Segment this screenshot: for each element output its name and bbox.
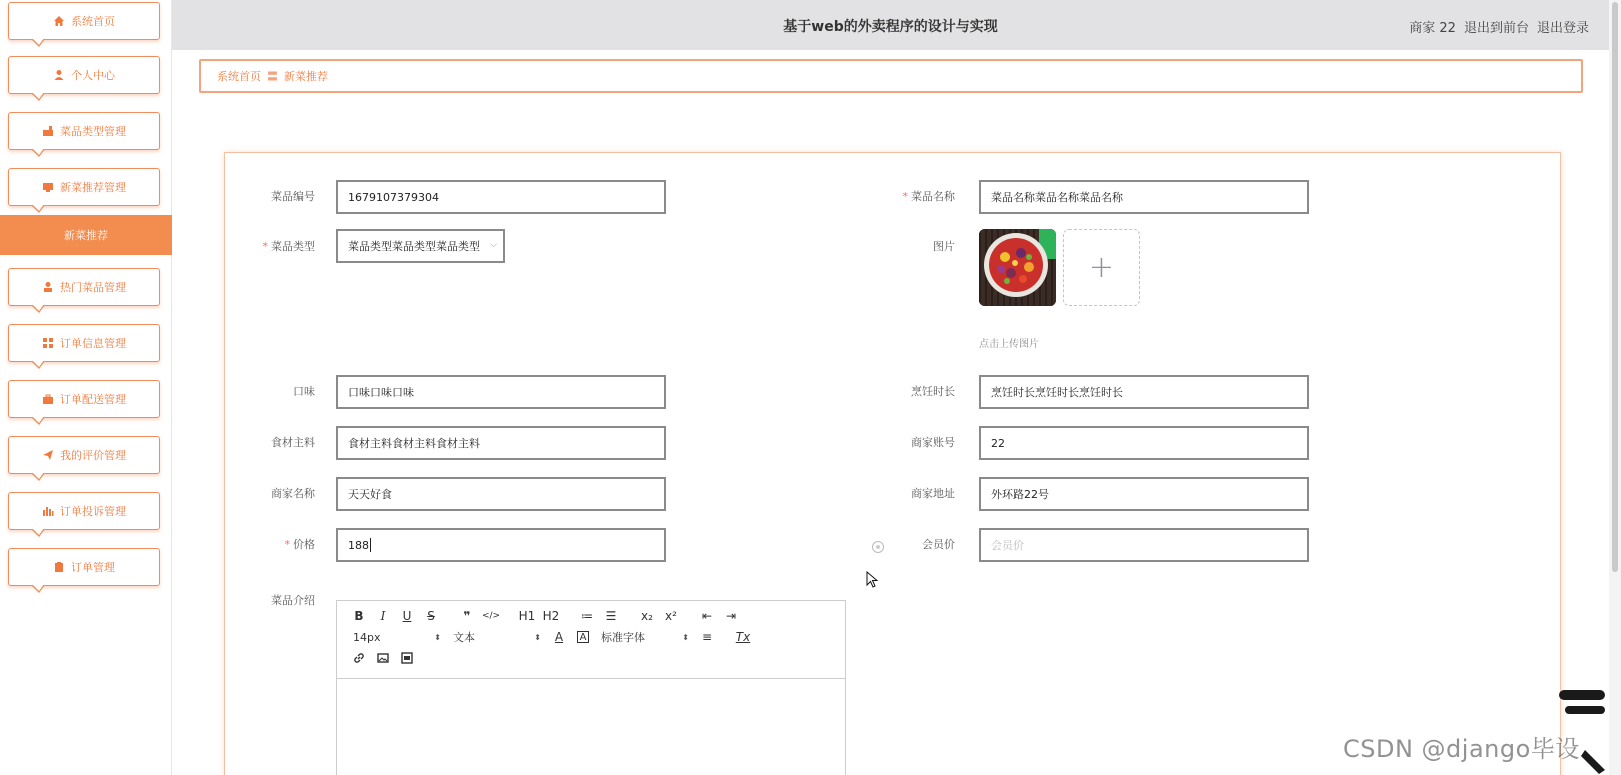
- upload-hint: 点击上传图片: [979, 339, 1039, 350]
- image-label: 图片: [933, 240, 955, 253]
- current-user: 商家 22: [1409, 21, 1456, 36]
- subscript-button[interactable]: x₂: [641, 609, 653, 623]
- rich-text-editor: [336, 600, 846, 775]
- sidebar-item-label: 订单管理: [71, 561, 115, 574]
- logout-link[interactable]: 退出登录: [1536, 21, 1589, 36]
- dish-form: [224, 152, 1561, 775]
- page-scrollbar[interactable]: [1609, 0, 1621, 775]
- heading2-button[interactable]: H2: [542, 609, 560, 623]
- sidebar-item-label: 热门菜品管理: [60, 281, 126, 294]
- sidebar-item-hot-dish[interactable]: [8, 268, 160, 306]
- underline-button[interactable]: U: [402, 609, 412, 623]
- app-title: 基于web的外卖程序的设计与实现: [783, 19, 998, 35]
- merchant-name-label: 商家名称: [271, 487, 315, 500]
- merchant-account-label: 商家账号: [911, 436, 955, 449]
- back-to-front-link[interactable]: 退出到前台: [1463, 21, 1529, 36]
- link-icon[interactable]: [347, 649, 371, 667]
- italic-button[interactable]: I: [380, 609, 386, 623]
- ingredients-input[interactable]: 食材主料食材主料食材主料: [336, 426, 666, 460]
- corner-logo-icon: [1555, 680, 1609, 775]
- sidebar-item-order-info[interactable]: [8, 324, 160, 362]
- breadcrumb-separator: 〓: [267, 70, 278, 83]
- home-icon: [53, 15, 65, 27]
- dish-name-input[interactable]: 菜品名称菜品名称菜品名称: [979, 180, 1309, 214]
- toolbar-row-3: [347, 649, 419, 667]
- member-price-input[interactable]: 会员价: [979, 528, 1309, 562]
- sidebar-item-new-recommend[interactable]: [8, 168, 160, 206]
- dish-name-label: * 菜品名称: [902, 190, 955, 203]
- sidebar-item-label: 订单信息管理: [60, 337, 126, 350]
- loading-dot-icon: [872, 541, 884, 553]
- updown-icon: ⬍: [434, 632, 441, 642]
- hot-icon: [42, 281, 54, 293]
- chevron-down-icon: ⌵: [490, 240, 497, 250]
- dish-photo-icon: [979, 229, 1056, 306]
- sidebar-item-label: 订单配送管理: [60, 393, 126, 406]
- merchant-account-input[interactable]: 22: [979, 426, 1309, 460]
- price-input[interactable]: 188: [336, 528, 666, 562]
- cook-time-label: 烹饪时长: [911, 385, 955, 398]
- background-color-button[interactable]: A: [577, 631, 589, 643]
- sidebar-subitem-new-recommend[interactable]: 新菜推荐: [0, 215, 172, 255]
- heading1-button[interactable]: H1: [518, 609, 536, 623]
- scrollbar-thumb[interactable]: [1612, 2, 1618, 572]
- align-button[interactable]: ≡: [701, 630, 713, 644]
- ordered-list-button[interactable]: ≔: [581, 609, 593, 623]
- dish-image-thumbnail[interactable]: [979, 229, 1056, 306]
- font-size-picker[interactable]: 14px ⬍: [353, 630, 441, 644]
- sidebar-item-label: 菜品类型管理: [60, 125, 126, 138]
- breadcrumb-home[interactable]: 系统首页: [217, 70, 261, 83]
- bold-button[interactable]: B: [354, 609, 364, 623]
- dish-no-input[interactable]: 1679107379304: [336, 180, 666, 214]
- top-header: [172, 0, 1609, 50]
- text-style-picker[interactable]: 文本 ⬍: [453, 631, 541, 644]
- breadcrumb-current: 新菜推荐: [284, 70, 328, 83]
- taste-label: 口味: [293, 385, 315, 398]
- image-icon[interactable]: [371, 649, 395, 667]
- category-icon: [42, 125, 54, 137]
- video-icon[interactable]: [395, 649, 419, 667]
- dish-type-label: * 菜品类型: [262, 240, 315, 253]
- superscript-button[interactable]: x²: [665, 609, 677, 623]
- briefcase-icon: [42, 393, 54, 405]
- sidebar-item-order-manage[interactable]: [8, 548, 160, 586]
- sidebar-item-dish-category[interactable]: [8, 112, 160, 150]
- editor-toolbar: [337, 601, 845, 679]
- editor-content-area[interactable]: [337, 679, 845, 775]
- sidebar-item-order-complaint[interactable]: [8, 492, 160, 530]
- merchant-name-input[interactable]: 天天好食: [336, 477, 666, 511]
- merchant-address-label: 商家地址: [911, 487, 955, 500]
- ingredients-label: 食材主料: [271, 436, 315, 449]
- font-color-button[interactable]: A: [554, 630, 564, 644]
- font-family-picker[interactable]: 标准字体 ⬍: [601, 631, 689, 644]
- breadcrumb: [199, 59, 1583, 93]
- sidebar-item-label: 个人中心: [71, 69, 115, 82]
- price-label: * 价格: [284, 538, 315, 551]
- sidebar-item-order-delivery[interactable]: [8, 380, 160, 418]
- chart-icon: [42, 505, 54, 517]
- sidebar-item-label: 我的评价管理: [60, 449, 126, 462]
- merchant-address-input[interactable]: 外环路22号: [979, 477, 1309, 511]
- dish-type-value: 菜品类型菜品类型菜品类型: [348, 240, 480, 253]
- grid-icon: [42, 337, 54, 349]
- sidebar-item-label: 订单投诉管理: [60, 505, 126, 518]
- code-block-button[interactable]: </>: [481, 611, 501, 621]
- clear-format-button[interactable]: Tx: [735, 630, 751, 644]
- sidebar-item-home[interactable]: [8, 2, 160, 40]
- recommend-icon: [42, 181, 54, 193]
- toolbar-row-1: [347, 607, 743, 625]
- intro-label: 菜品介绍: [271, 594, 315, 607]
- user-icon: [53, 69, 65, 81]
- csdn-watermark: CSDN @django毕设: [1343, 735, 1580, 763]
- bullet-list-button[interactable]: ☰: [605, 609, 617, 623]
- taste-input[interactable]: 口味口味口味: [336, 375, 666, 409]
- dish-no-label: 菜品编号: [271, 190, 315, 203]
- clipboard-icon: [53, 561, 65, 573]
- member-price-label: 会员价: [922, 538, 955, 551]
- header-user-area: [1409, 17, 1589, 36]
- dish-type-select[interactable]: [336, 229, 505, 263]
- mouse-cursor-icon: [866, 571, 880, 589]
- updown-icon: ⬍: [534, 632, 541, 642]
- sidebar-item-profile[interactable]: [8, 56, 160, 94]
- cook-time-input[interactable]: 烹饪时长烹饪时长烹饪时长: [979, 375, 1309, 409]
- strike-button[interactable]: S: [427, 609, 435, 623]
- updown-icon: ⬍: [682, 632, 689, 642]
- sidebar-item-my-review[interactable]: [8, 436, 160, 474]
- indent-button[interactable]: ⇥: [725, 609, 737, 623]
- blockquote-button[interactable]: ❞: [463, 609, 471, 623]
- send-icon: [42, 449, 54, 461]
- outdent-button[interactable]: ⇤: [701, 609, 713, 623]
- image-upload-button[interactable]: +: [1063, 229, 1140, 306]
- sidebar-item-label: 系统首页: [71, 15, 115, 28]
- sidebar: [0, 0, 172, 775]
- sidebar-item-label: 新菜推荐管理: [60, 181, 126, 194]
- toolbar-row-2: [347, 628, 755, 646]
